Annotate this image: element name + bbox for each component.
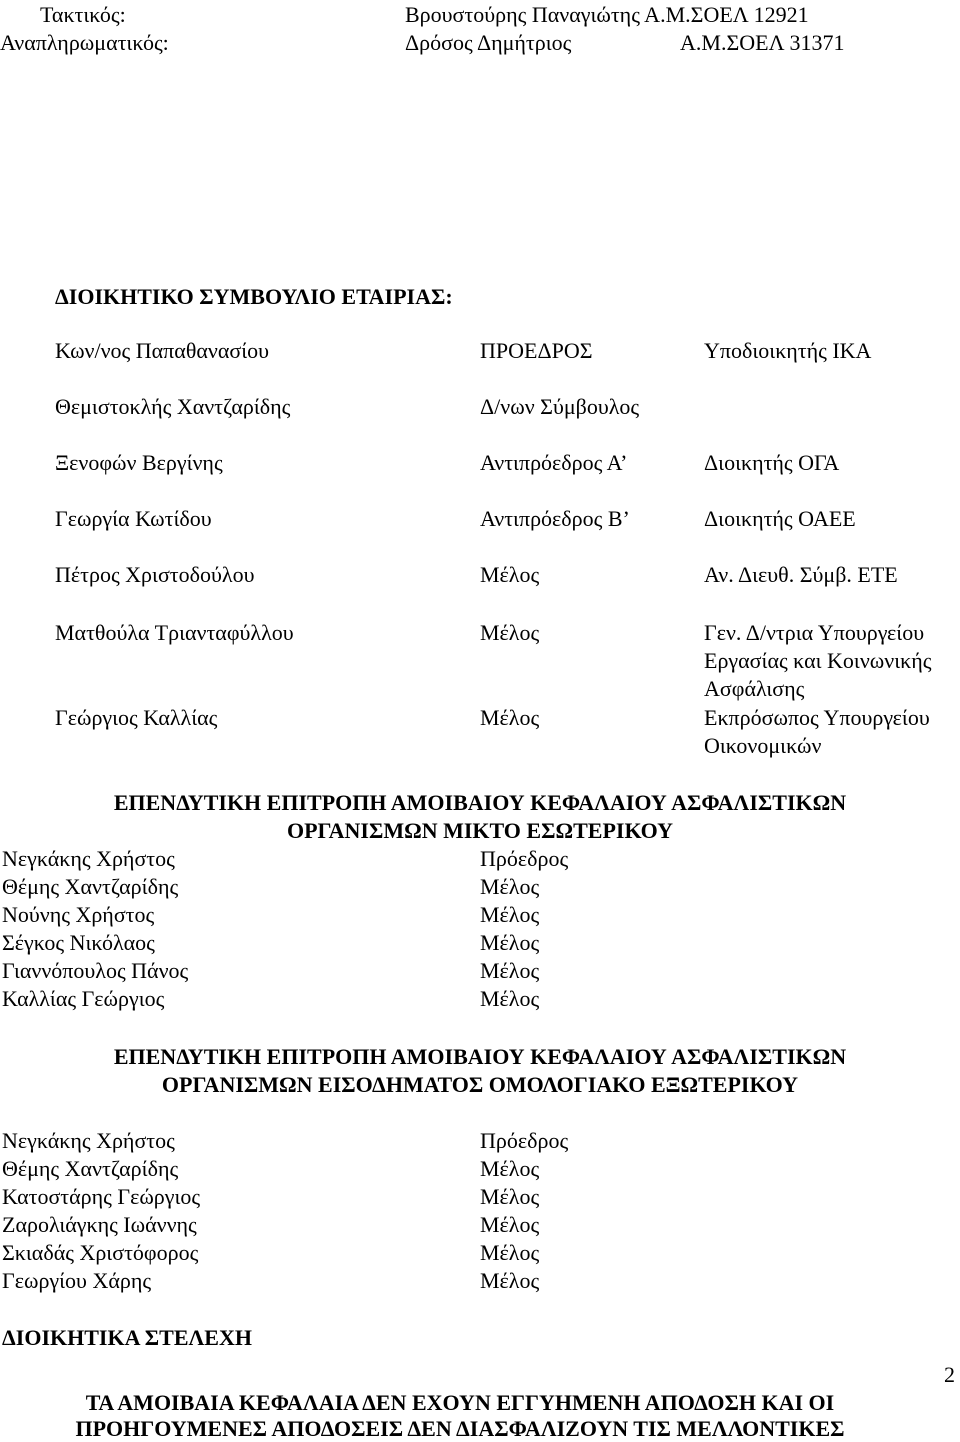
committee2-title: ΟΡΓΑΝΙΣΜΩΝ ΕΙΣΟΔΗΜΑΤΟΣ ΟΜΟΛΟΓΙΑΚΟ ΕΞΩΤΕΡΙΚΟΥ <box>161 1072 799 1097</box>
board-member-position: Ασφάλισης <box>704 676 805 701</box>
committee1-member-name: Γιαννόπουλος Πάνος <box>2 958 189 983</box>
board-member-role: ΠΡΟΕΔΡΟΣ <box>480 338 593 363</box>
board-member-name: Γεωργία Κωτίδου <box>55 506 212 531</box>
committee2-member-name: Σκιαδάς Χριστόφορος <box>2 1240 199 1265</box>
board-member-role: Μέλος <box>480 705 540 730</box>
board-member-role: Αντιπρόεδρος Β’ <box>480 506 630 531</box>
committee1-member-role: Μέλος <box>480 874 540 899</box>
header-label-alternate: Αναπληρωματικός: <box>0 30 169 55</box>
committee1-member-role: Μέλος <box>480 986 540 1011</box>
board-member-role: Αντιπρόεδρος Α’ <box>480 450 628 475</box>
board-member-role: Μέλος <box>480 562 540 587</box>
board-member-position: Εργασίας και Κοινωνικής <box>704 648 932 673</box>
committee2-title: ΕΠΕΝΔΥΤΙΚΗ ΕΠΙΤΡΟΠΗ ΑΜΟΙΒΑΙΟΥ ΚΕΦΑΛΑΙΟΥ ΑΣΦΑΛΙΣΤΙΚΩΝ <box>113 1044 847 1069</box>
board-member-position: Γεν. Δ/ντρια Υπουργείου <box>704 620 925 645</box>
committee2-member-name: Νεγκάκης Χρήστος <box>2 1128 175 1153</box>
board-member-role: Μέλος <box>480 620 540 645</box>
board-member-role: Δ/νων Σύμβουλος <box>480 394 640 419</box>
header-am-alternate: Α.Μ.ΣΟΕΛ 31371 <box>680 30 845 55</box>
committee2-member-role: Μέλος <box>480 1268 540 1293</box>
board-member-position: Διοικητής ΟΓΑ <box>704 450 840 475</box>
board-member-name: Ματθούλα Τριανταφύλλου <box>55 620 294 645</box>
committee1-member-name: Νεγκάκης Χρήστος <box>2 846 175 871</box>
board-member-position: Εκπρόσωπος Υπουργείου <box>704 705 930 730</box>
committee1-member-role: Μέλος <box>480 930 540 955</box>
disclaimer-text: ΤΑ ΑΜΟΙΒΑΙΑ ΚΕΦΑΛΑΙΑ ΔΕΝ ΕΧΟΥΝ ΕΓΓΥΗΜΕΝΗ ΑΠΟΔΟΣΗ ΚΑΙ ΟΙ <box>85 1390 835 1415</box>
board-member-name: Γεώργιος Καλλίας <box>55 705 218 730</box>
committee1-title: ΕΠΕΝΔΥΤΙΚΗ ΕΠΙΤΡΟΠΗ ΑΜΟΙΒΑΙΟΥ ΚΕΦΑΛΑΙΟΥ ΑΣΦΑΛΙΣΤΙΚΩΝ <box>113 790 847 815</box>
board-member-name: Ξενοφών Βεργίνης <box>55 450 223 475</box>
committee1-title: ΟΡΓΑΝΙΣΜΩΝ ΜΙΚΤΟ ΕΣΩΤΕΡΙΚΟΥ <box>286 818 674 843</box>
board-member-position: Υποδιοικητής ΙΚΑ <box>704 338 872 363</box>
committee2-member-role: Μέλος <box>480 1240 540 1265</box>
header-name-alternate: Δρόσος Δημήτριος <box>405 30 572 55</box>
board-member-name: Κων/νος Παπαθανασίου <box>55 338 270 363</box>
committee1-member-name: Νούνης Χρήστος <box>2 902 155 927</box>
committee2-member-role: Μέλος <box>480 1212 540 1237</box>
header-name-regular: Βρουστούρης Παναγιώτης Α.Μ.ΣΟΕΛ 12921 <box>405 2 809 27</box>
committee1-member-name: Σέγκος Νικόλαος <box>2 930 155 955</box>
board-title: ΔΙΟΙΚΗΤΙΚΟ ΣΥΜΒΟΥΛΙΟ ΕΤΑΙΡΙΑΣ: <box>55 284 453 309</box>
committee1-member-name: Καλλίας Γεώργιος <box>2 986 165 1011</box>
executives-title: ΔΙΟΙΚΗΤΙΚΑ ΣΤΕΛΕΧΗ <box>2 1325 252 1350</box>
committee1-member-name: Θέμης Χαντζαρίδης <box>2 874 179 899</box>
committee2-member-name: Γεωργίου Χάρης <box>2 1268 152 1293</box>
board-member-name: Πέτρος Χριστοδούλου <box>55 562 255 587</box>
committee2-member-role: Πρόεδρος <box>480 1128 569 1153</box>
committee1-member-role: Μέλος <box>480 958 540 983</box>
board-member-name: Θεμιστοκλής Χαντζαρίδης <box>55 394 291 419</box>
board-member-position: Αν. Διευθ. Σύμβ. ΕΤΕ <box>704 562 898 587</box>
committee1-member-role: Μέλος <box>480 902 540 927</box>
committee1-member-role: Πρόεδρος <box>480 846 569 871</box>
committee2-member-role: Μέλος <box>480 1184 540 1209</box>
board-member-position: Οικονομικών <box>704 733 822 758</box>
committee2-member-name: Θέμης Χαντζαρίδης <box>2 1156 179 1181</box>
committee2-member-role: Μέλος <box>480 1156 540 1181</box>
disclaimer-text: ΠΡΟΗΓΟΥΜΕΝΕΣ ΑΠΟΔΟΣΕΙΣ ΔΕΝ ΔΙΑΣΦΑΛΙΖΟΥΝ ΤΙΣ ΜΕΛΛΟΝΤΙΚΕΣ <box>75 1416 845 1441</box>
committee2-member-name: Ζαρολιάγκης Ιωάννης <box>2 1212 197 1237</box>
page-number: 2 <box>944 1362 955 1387</box>
committee2-member-name: Κατοστάρης Γεώργιος <box>2 1184 201 1209</box>
board-member-position: Διοικητής ΟΑΕΕ <box>704 506 856 531</box>
header-label-regular: Τακτικός: <box>40 2 126 27</box>
